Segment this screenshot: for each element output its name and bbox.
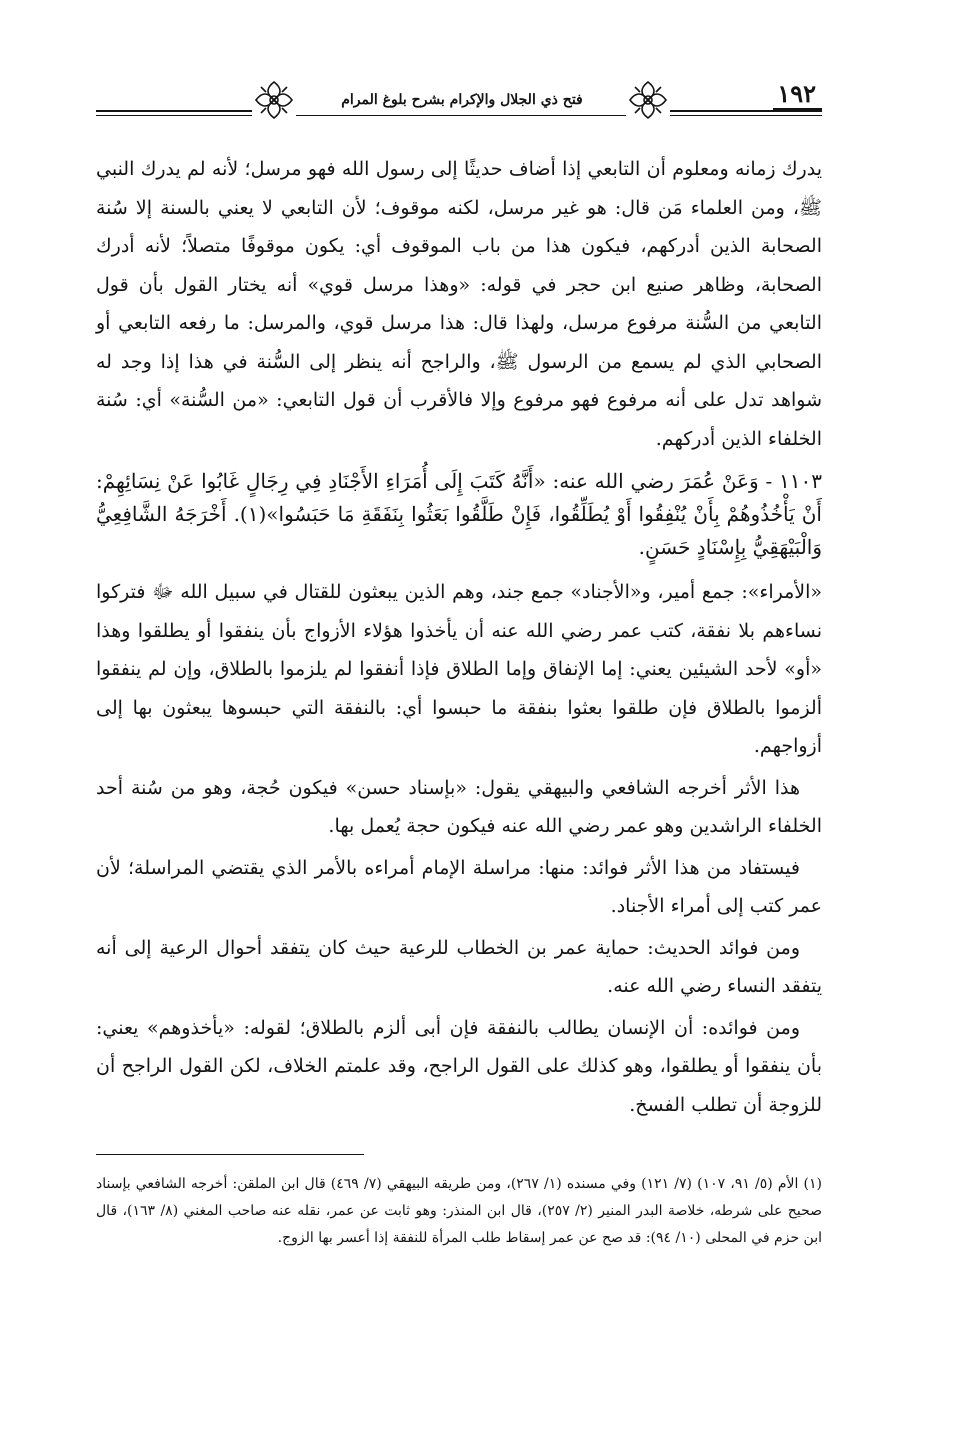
page-number: ١٩٢ <box>773 80 822 110</box>
floral-ornament-icon <box>252 78 296 122</box>
paragraph-grading: هذا الأثر أخرجه الشافعي والبيهقي يقول: «بإسناد حسن» فيكون حُجة، وهو من سُنة أحد الخلفاء الراشدين وهو عمر رضي الله عنه فيكون حجة يُعمل بها. <box>96 776 822 837</box>
running-header <box>96 70 822 128</box>
main-text <box>96 150 822 1124</box>
hadith-text: ١١٠٣ - وَعَنْ عُمَرَ رضي الله عنه: «أَنَّهُ كَتَبَ إِلَى أُمَرَاءِ الأَجْنَادِ فِي رِجَالٍ غَابُوا عَنْ نِسَائِهِمْ: أَنْ يَأْخُذُوهُمْ بِأَنْ يُنْفِقُوا أَوْ يُطَلِّقُوا، فَإِنْ طَلَّقُوا بَعَثُوا بِنَفَقَةِ مَا حَبَسُوا»(١). أَخْرَجَهُ الشَّافِعِيُّ وَالْبَيْهَقِيُّ بِإِسْنَادٍ حَسَنٍ. <box>96 469 822 559</box>
floral-ornament-icon <box>626 78 670 122</box>
paragraph-benefit-care: ومن فوائد الحديث: حماية عمر بن الخطاب للرعية حيث كان يتفقد أحوال الرعية إلى أنه يتفقد النساء رضي الله عنه. <box>96 936 822 997</box>
paragraph-explanation: «الأمراء»: جمع أمير، و«الأجناد» جمع جند، وهم الذين يبعثون للقتال في سبيل الله ﷻ فتركوا نساءهم بلا نفقة، كتب عمر رضي الله عنه أن يأخذوا هؤلاء الأزواج بأن ينفقوا أو يطلقوا وهذا «أو» لأحد الشيئين يعني: إما الإنفاق وإما الطلاق فإذا أنفقوا لم يلزموا بالطلاق، وإن لم ينفقوا ألزموا بالطلاق فإن طلقوا بعثوا بنفقة ما حبسوا أي: بالنفقة التي حبسوها يبعثون بها إلى أزواجهم. <box>96 581 822 757</box>
footnote-1: (١) الأم (٥/ ٩١، ١٠٧) (٧/ ١٢١) وفي مسنده (١/ ٢٦٧)، ومن طريقه البيهقي (٧/ ٤٦٩) قال ابن الملقن: أخرجه الشافعي بإسناد صحيح على شرطه، خلاصة البدر المنير (٢/ ٢٥٧)، قال ابن المنذر: وهو ثابت عن عمر، نقله عنه صاحب المغني (٨/ ١٦٣)، قال ابن حزم في المحلى (١٠/ ٩٤): قد صح عن عمر إسقاط طلب المرأة للنفقة إذا أعسر بها الزوج. <box>96 1176 823 1246</box>
paragraph-benefits: فيستفاد من هذا الأثر فوائد: منها: مراسلة الإمام أمراءه بالأمر الذي يقتضي المراسلة؛ لأن عمر كتب إلى أمراء الأجناد. <box>96 856 822 917</box>
footnote-separator <box>96 1154 364 1155</box>
header-rule-thin <box>96 115 822 116</box>
paragraph-benefit-nafaqa: ومن فوائده: أن الإنسان يطالب بالنفقة فإن أبى ألزم بالطلاق؛ لقوله: «يأخذوهم» يعني: بأن ينفقوا أو يطلقوا، وهو كذلك على القول الراجح، وقد علمتم الخلاف، لكن القول الراجح أن للزوجة أن تطلب الفسخ. <box>96 1016 822 1116</box>
footnotes <box>96 1171 822 1252</box>
paragraph-commentary: يدرك زمانه ومعلوم أن التابعي إذا أضاف حديثًا إلى رسول الله فهو مرسل؛ لأنه لم يدرك النبي ﷺ، ومن العلماء مَن قال: هو غير مرسل، لكنه موقوف؛ لأن التابعي لا يعني بالسنة إلا سُنة الصحابة الذين أدركهم، فيكون هذا من باب الموقوف أي: يكون موقوفًا متصلاً؛ لأنه أدرك الصحابة، وظاهر صنيع ابن حجر في قوله: «وهذا مرسل قوي» أنه يختار القول بأن قول التابعي من السُّنة مرفوع مرسل، ولهذا قال: هذا مرسل قوي، والمرسل: ما رفعه التابعي أو الصحابي الذي لم يسمع من الرسول ﷺ، والراجح أنه ينظر إلى السُّنة في هذا إذا وجد له شواهد تدل على أنه مرفوع فهو مرفوع وإلا فالأقرب أن قول التابعي: «من السُّنة» أي: سُنة الخلفاء الذين أدركهم. <box>96 158 822 450</box>
book-page <box>96 70 822 1252</box>
book-title: فتح ذي الجلال والإكرام بشرح بلوغ المرام <box>296 88 628 112</box>
